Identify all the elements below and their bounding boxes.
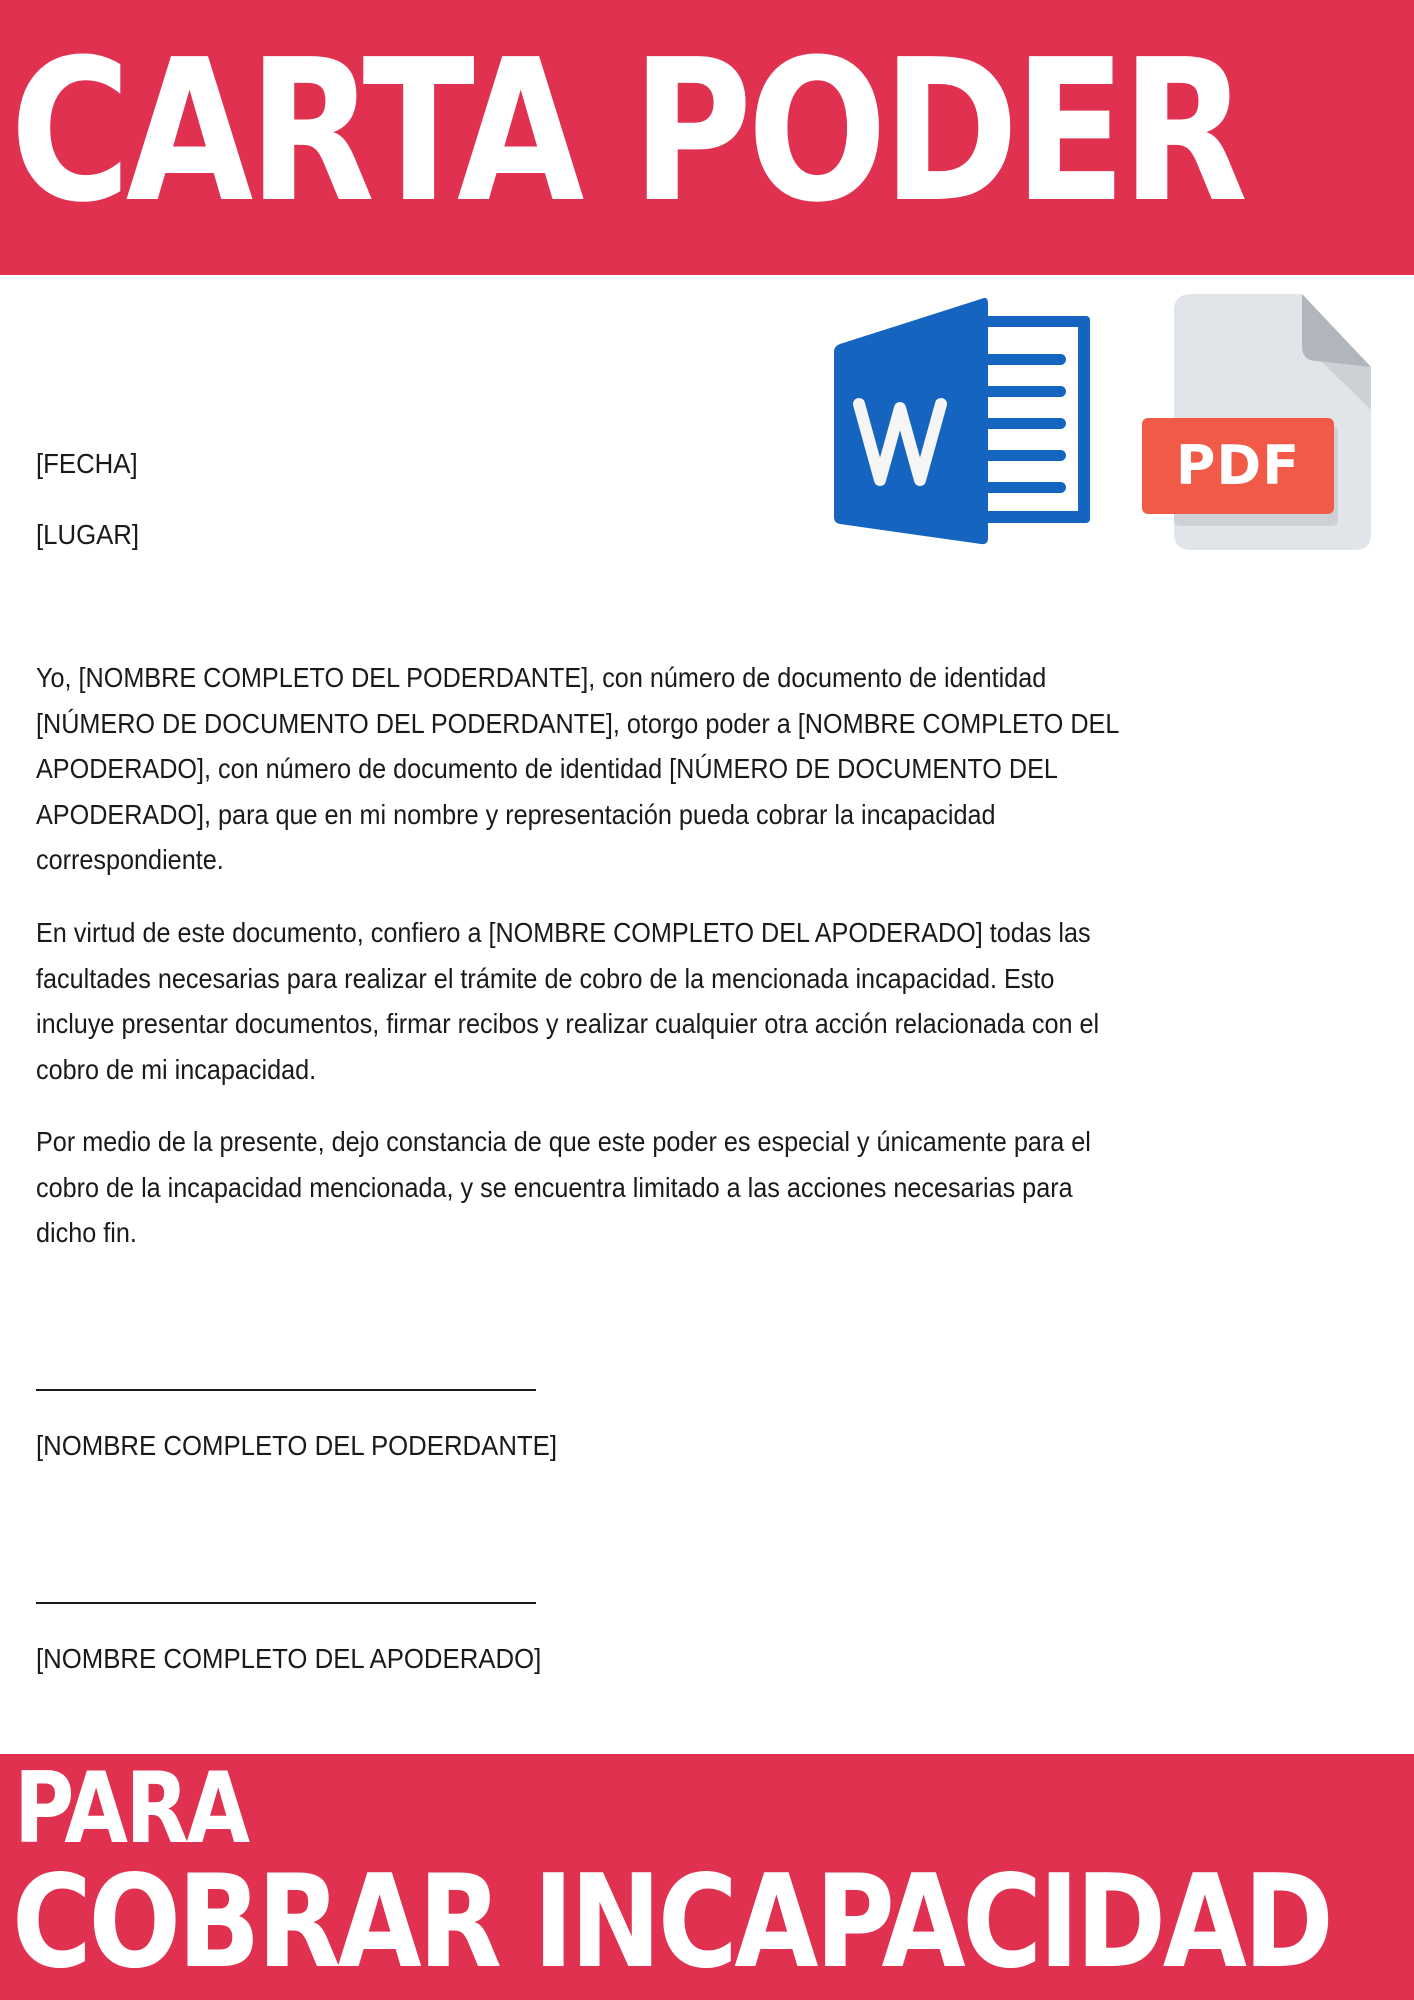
paragraph-line: correspondiente. <box>36 844 224 875</box>
paragraph-line: facultades necesarias para realizar el trámite de cobro de la mencionada incapacidad. Esto <box>36 962 1055 994</box>
paragraph-line: APODERADO], con número de documento de identidad [NÚMERO DE DOCUMENTO DEL <box>36 753 1058 784</box>
page-title: CARTA PODER <box>10 18 1243 246</box>
paragraph-line: Yo, [NOMBRE COMPLETO DEL PODERDANTE], con número de documento de identidad <box>36 662 1047 693</box>
signature-name-apoderado: [NOMBRE COMPLETO DEL APODERADO] <box>36 1643 542 1674</box>
paragraph-line: APODERADO], para que en mi nombre y representación pueda cobrar la incapacidad <box>36 798 996 830</box>
date-placeholder: [FECHA] <box>36 448 138 479</box>
paragraph-line: Por medio de la presente, dejo constancia de que este poder es especial y únicamente para el <box>36 1126 1091 1157</box>
footer-banner <box>0 1754 1414 2000</box>
paragraph-line: cobro de mi incapacidad. <box>36 1053 317 1085</box>
paragraph-line: [NÚMERO DE DOCUMENTO DEL PODERDANTE], otorgo poder a [NOMBRE COMPLETO DEL <box>36 707 1120 739</box>
signature-name-poderdante: [NOMBRE COMPLETO DEL PODERDANTE] <box>36 1430 558 1461</box>
place-placeholder: [LUGAR] <box>36 519 140 550</box>
paragraph-1 <box>36 655 1386 883</box>
paragraph-line: incluye presentar documentos, firmar recibos y realizar cualquier otra acción relacionada con el <box>36 1008 1100 1039</box>
paragraph-line: En virtud de este documento, confiero a [NOMBRE COMPLETO DEL APODERADO] todas las <box>36 917 1091 948</box>
pdf-label: PDF <box>1175 434 1301 497</box>
signature-line-apoderado <box>36 1602 536 1604</box>
footer-line-1: PARA <box>14 1754 248 1866</box>
footer-line-2: COBRAR INCAPACIDAD <box>12 1848 1331 1997</box>
paragraph-line: cobro de la incapacidad mencionada, y se encuentra limitado a las acciones necesarias para <box>36 1171 1073 1203</box>
word-document-icon <box>834 296 1094 546</box>
paragraph-3 <box>36 1119 1386 1256</box>
signature-line-poderdante <box>36 1389 536 1391</box>
paragraph-line: dicho fin. <box>36 1217 137 1248</box>
pdf-document-icon <box>1140 290 1372 552</box>
header-banner <box>0 0 1414 275</box>
paragraph-2 <box>36 910 1386 1092</box>
